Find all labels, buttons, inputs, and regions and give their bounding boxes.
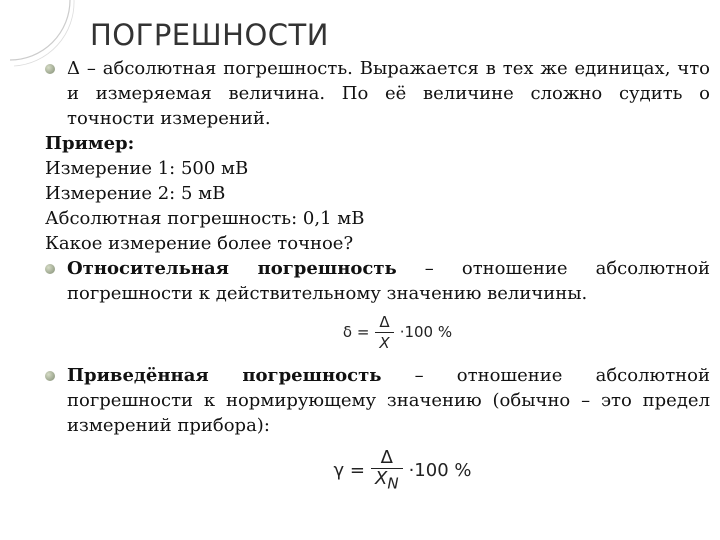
bullet-icon: [45, 371, 55, 381]
formula-den-main: X: [374, 468, 388, 489]
example-line-2: Измерение 2: 5 мВ: [45, 183, 226, 204]
relative-error-term: Относительная погрешность: [67, 258, 397, 279]
formula-fraction: [375, 312, 393, 353]
formula-den-sub: N: [387, 474, 399, 493]
bullet-icon: [45, 264, 55, 274]
relative-error-formula: [85, 312, 710, 353]
formula-lhs: γ =: [333, 460, 365, 482]
formula-fraction: [371, 448, 403, 494]
absolute-error-text: Δ – абсолютная погрешность. Выражается в тех же единицах, что и измеряемая величина. По её величине сложно судить о точности измерений.: [67, 58, 710, 129]
slide-body: [45, 56, 710, 494]
example-heading: Пример:: [45, 133, 135, 154]
example-line-1: Измерение 1: 500 мВ: [45, 158, 249, 179]
bullet-reduced-error: [45, 363, 710, 438]
bullet-absolute-error: [45, 56, 710, 131]
reduced-error-formula: [95, 448, 710, 494]
bullet-relative-error: [45, 256, 710, 306]
reduced-error-term: Приведённая погрешность: [67, 365, 382, 386]
formula-lhs: δ =: [342, 323, 370, 341]
bullet-icon: [45, 64, 55, 74]
relative-error-text: – отношение абсолютной погрешности к действительному значению величины.: [67, 258, 710, 304]
formula-denominator: [371, 468, 403, 494]
formula-rhs: ·100 %: [408, 460, 472, 482]
example-line-3: Абсолютная погрешность: 0,1 мВ: [45, 208, 365, 229]
reduced-error-text: – отношение абсолютной погрешности к нормирующему значению (обычно – это предел измерений прибора):: [67, 365, 710, 436]
formula-numerator: Δ: [380, 447, 393, 468]
formula-denominator: X: [375, 332, 393, 353]
formula-rhs: ·100 %: [399, 323, 453, 341]
example-question: Какое измерение более точное?: [45, 233, 354, 254]
formula-numerator: Δ: [379, 313, 390, 331]
slide-title: ПОГРЕШНОСТИ: [90, 18, 329, 52]
